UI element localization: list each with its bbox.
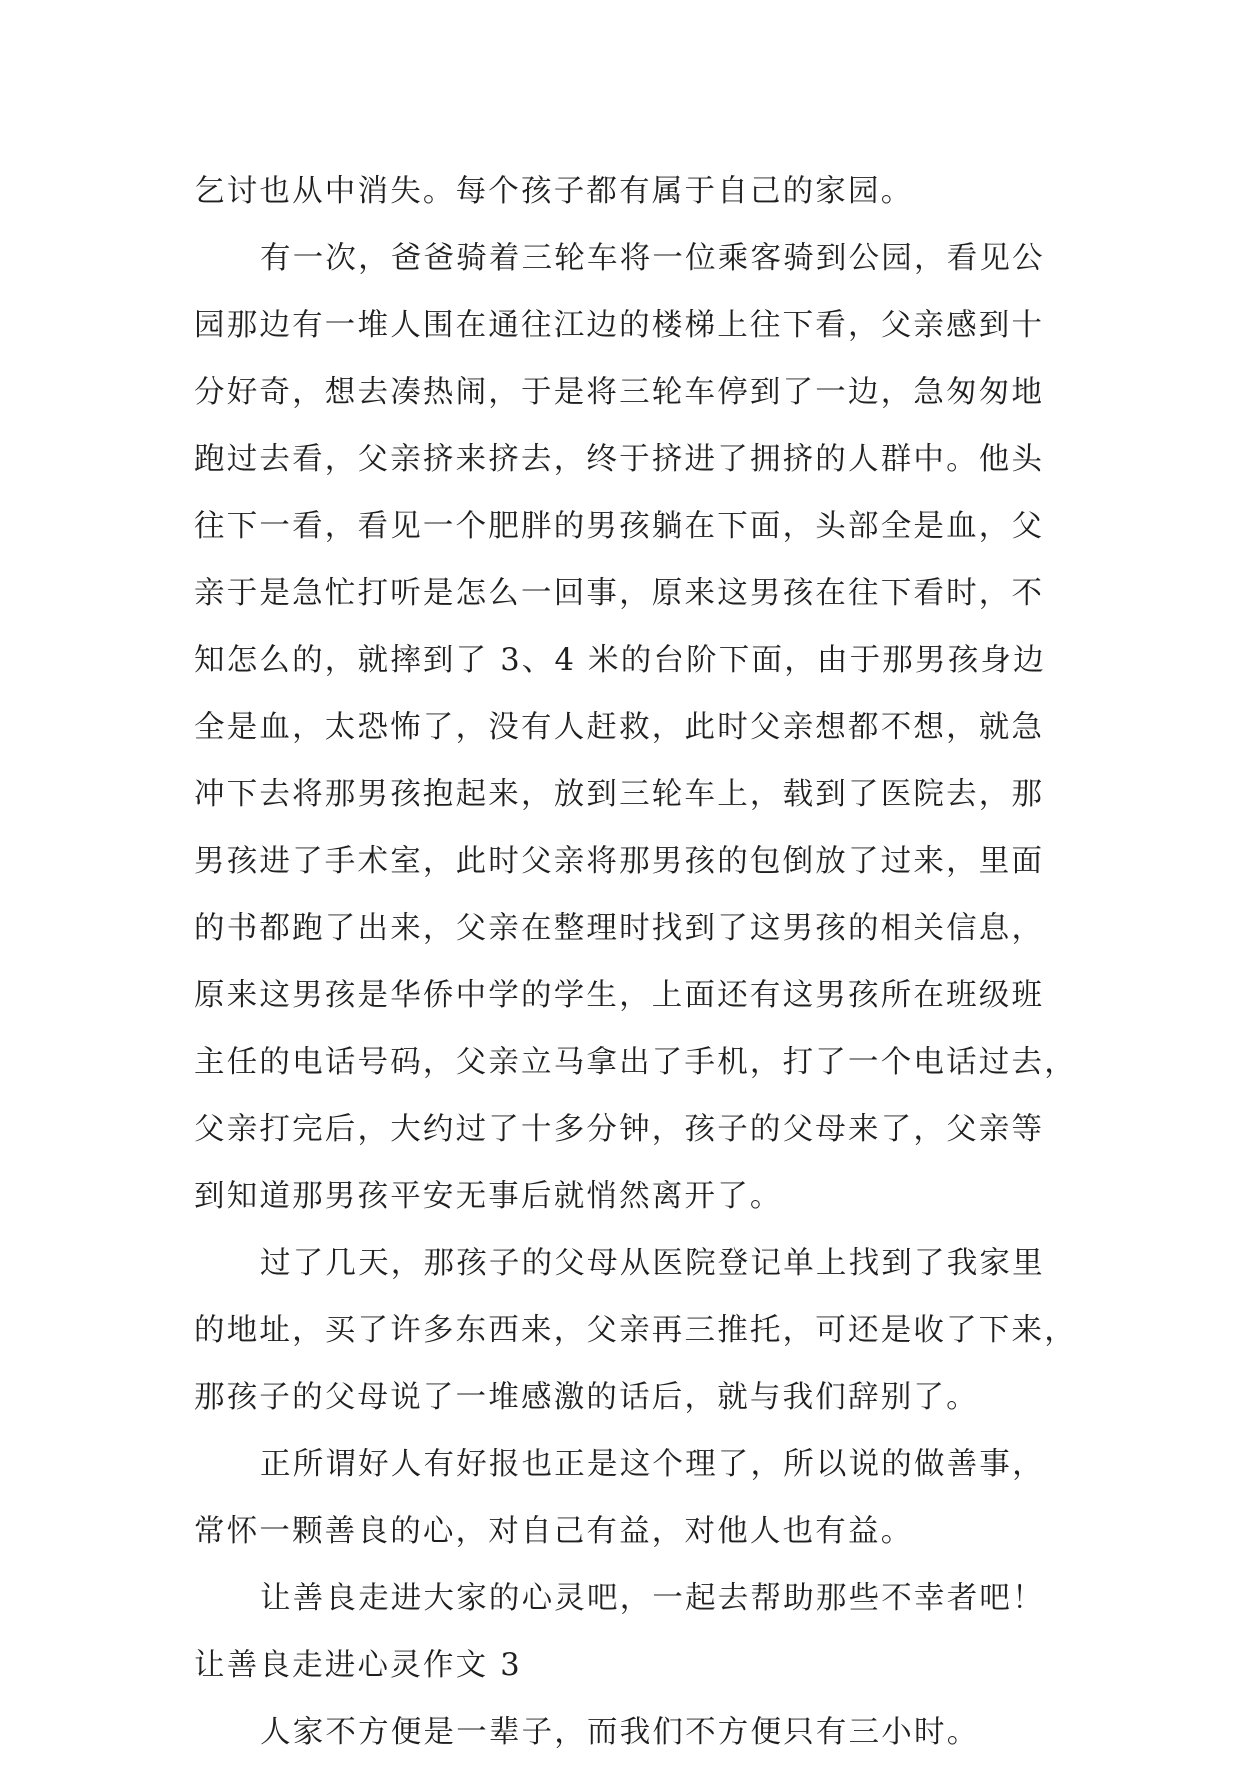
paragraph-start-line: 人家不方便是一辈子，而我们不方便只有三小时。 — [260, 1715, 980, 1750]
text-line: 知怎么的，就摔到了 3、4 米的台阶下面，由于那男孩身边 — [194, 643, 1046, 678]
text-line: 父亲打完后，大约过了十多分钟，孩子的父母来了，父亲等 — [194, 1112, 1045, 1147]
text-line: 跑过去看，父亲挤来挤去，终于挤进了拥挤的人群中。他头 — [194, 442, 1045, 477]
document-body — [194, 158, 1077, 1766]
paragraph-start-line: 让善良走进大家的心灵吧，一起去帮助那些不幸者吧！ — [260, 1581, 1045, 1616]
text-line: 乞讨也从中消失。每个孩子都有属于自己的家园。 — [194, 174, 914, 209]
section-heading: 让善良走进心灵作文 3 — [194, 1648, 522, 1683]
text-line: 园那边有一堆人围在通往江边的楼梯上往下看，父亲感到十 — [194, 308, 1045, 343]
text-line: 分好奇，想去凑热闹，于是将三轮车停到了一边，急匆匆地 — [194, 375, 1045, 410]
text-line: 往下一看，看见一个肥胖的男孩躺在下面，头部全是血，父 — [194, 509, 1045, 544]
text-line: 全是血，太恐怖了，没有人赶救，此时父亲想都不想，就急 — [194, 710, 1045, 745]
paragraph-start-line: 过了几天，那孩子的父母从医院登记单上找到了我家里 — [260, 1246, 1045, 1281]
text-line: 到知道那男孩平安无事后就悄然离开了。 — [194, 1179, 783, 1214]
text-line: 的书都跑了出来，父亲在整理时找到了这男孩的相关信息， — [194, 911, 1045, 946]
text-line: 主任的电话号码，父亲立马拿出了手机，打了一个电话过去， — [194, 1045, 1077, 1080]
text-line: 亲于是急忙打听是怎么一回事，原来这男孩在往下看时，不 — [194, 576, 1045, 611]
paragraph-start-line: 正所谓好人有好报也正是这个理了，所以说的做善事， — [260, 1447, 1045, 1482]
paragraph-start-line: 有一次，爸爸骑着三轮车将一位乘客骑到公园，看见公 — [260, 241, 1045, 276]
text-line: 原来这男孩是华侨中学的学生，上面还有这男孩所在班级班 — [194, 978, 1045, 1013]
text-line: 冲下去将那男孩抱起来，放到三轮车上，载到了医院去，那 — [194, 777, 1045, 812]
text-line: 那孩子的父母说了一堆感激的话后，就与我们辞别了。 — [194, 1380, 979, 1415]
text-line: 男孩进了手术室，此时父亲将那男孩的包倒放了过来，里面 — [194, 844, 1045, 879]
text-line: 常怀一颗善良的心，对自己有益，对他人也有益。 — [194, 1514, 914, 1549]
text-line: 的地址，买了许多东西来，父亲再三推托，可还是收了下来， — [194, 1313, 1077, 1348]
